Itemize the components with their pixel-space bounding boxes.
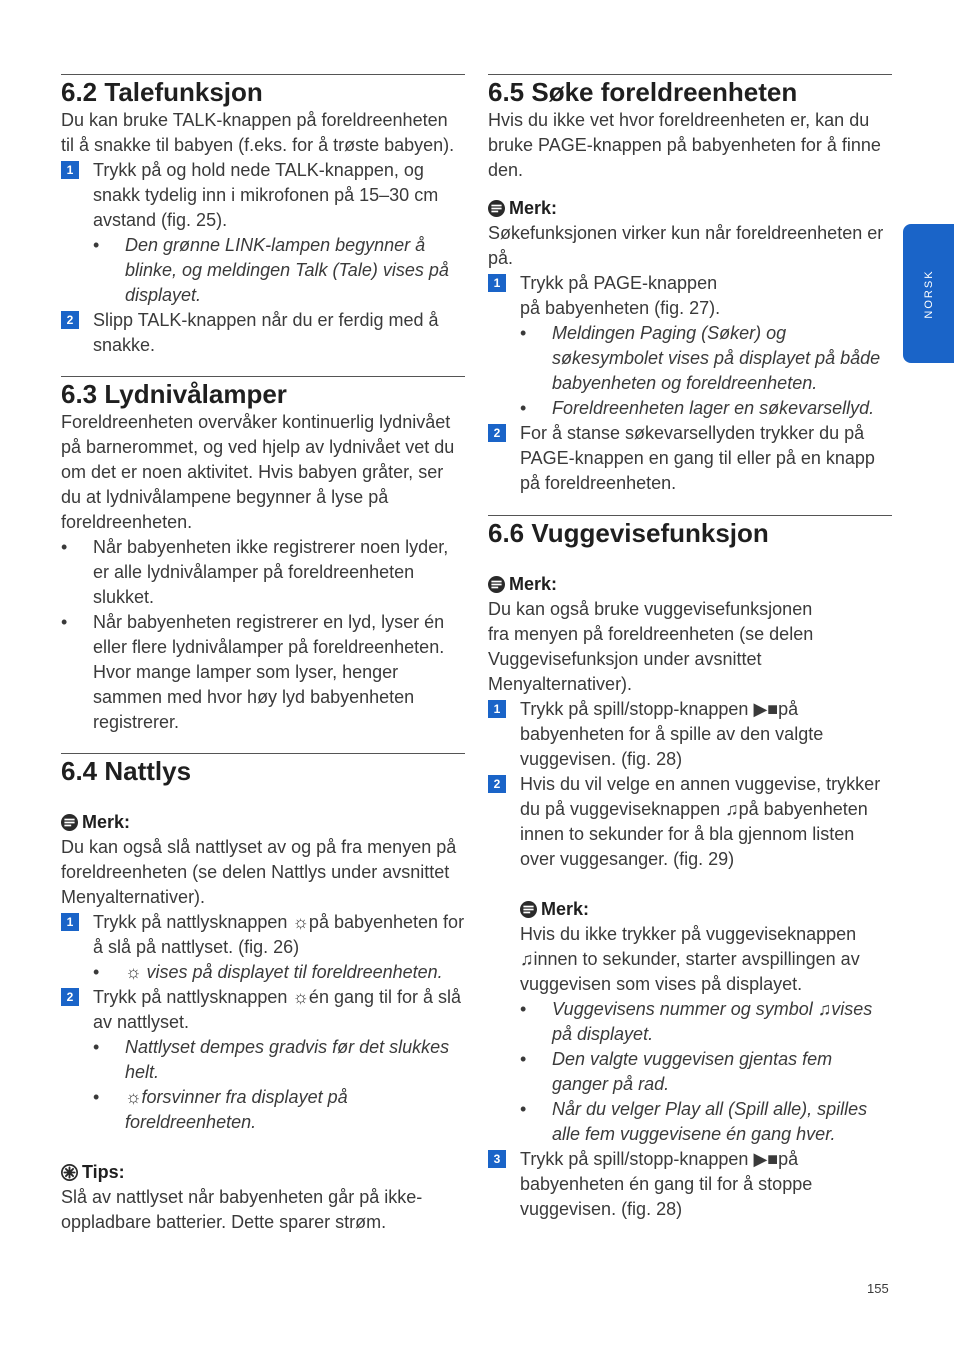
bullet-icon: •: [93, 235, 100, 255]
step-text: Trykk på spill/stopp-knappen ▶■på babyenheten én gang til for å stoppe vuggevisen. (fig. 28): [520, 1149, 813, 1219]
bullet-text: Meldingen Paging (Søker) og søkesymbolet vises på displayet på både babyenheten og foreldreenheten.: [552, 323, 881, 393]
section-intro: Foreldreenheten overvåker kontinuerlig lydnivået på barnerommet, og ved hjelp av lydnivået vet du om det er noen aktivitet. Hvis babyen gråter, ser du at lydnivålampene begynner å lyse på foreldreenheten.: [61, 412, 455, 532]
step-2: [61, 985, 465, 1035]
bullet-text: Vuggevisens nummer og symbol ♫vises på displayet.: [552, 999, 873, 1044]
section-title: 6.4 Nattlys: [61, 756, 192, 786]
step-text: Trykk på nattlysknappen ☼på babyenheten for å slå på nattlyset. (fig. 26): [93, 912, 465, 957]
note-text: Du kan også bruke vuggevisefunksjonen fra menyen på foreldreenheten (se delen Vuggevisefunksjon under avsnittet Menyalternativer).: [488, 599, 814, 694]
section-6-6: [488, 515, 892, 1222]
bullet-text: Foreldreenheten lager en søkevarsellyd.: [552, 398, 875, 418]
bullet-icon: •: [520, 999, 527, 1019]
step-number: 2: [488, 424, 506, 442]
note-text: Du kan også slå nattlyset av og på fra menyen på foreldreenheten (se delen Nattlys under avsnittet Menyalternativer).: [61, 837, 457, 907]
step-1: [61, 158, 465, 233]
bullet-icon: •: [93, 962, 100, 982]
step-1: [61, 910, 465, 960]
step-number: 1: [61, 913, 79, 931]
step-text: Slipp TALK-knappen når du er ferdig med å snakke.: [93, 310, 439, 355]
step-result-bullet: [488, 396, 892, 421]
step-number: 2: [61, 988, 79, 1006]
bullet-icon: •: [520, 1049, 527, 1069]
section-title: 6.6 Vuggevisefunksjon: [488, 518, 769, 548]
section-intro: Hvis du ikke vet hvor foreldreenheten er, kan du bruke PAGE-knappen på babyenheten for å finne den.: [488, 110, 881, 180]
bullet-icon: •: [520, 323, 527, 343]
language-tab-label: NORSK: [922, 268, 935, 319]
step-text: Trykk på PAGE-knappen på babyenheten (fig. 27).: [520, 273, 721, 318]
step-text: Trykk på nattlysknappen ☼én gang til for å slå av nattlyset.: [93, 987, 462, 1032]
step-number: 2: [488, 775, 506, 793]
step-1: [488, 697, 892, 772]
bullet-icon: •: [520, 398, 527, 418]
page-number: 155: [867, 1281, 889, 1296]
step-text: Hvis du vil velge en annen vuggevise, trykker du på vuggeviseknappen ♫på babyenheten innen to sekunder for å bla gjennom listen over vuggesanger. (fig. 29): [520, 774, 881, 869]
section-6-3: [61, 376, 465, 735]
note-text: Hvis du ikke trykker på vuggeviseknappen ♫innen to sekunder, starter avspillingen av vuggevisen som vises på displayet.: [520, 924, 860, 994]
step-number: 2: [61, 311, 79, 329]
step-2: [61, 308, 465, 358]
bullet-text: Nattlyset dempes gradvis før det slukkes helt.: [125, 1037, 450, 1082]
step-result-bullet: [61, 1085, 465, 1135]
right-column: [488, 74, 892, 1222]
tips-icon: [61, 1164, 78, 1181]
section-6-5: [488, 74, 892, 496]
list-item: [61, 610, 465, 735]
bullet-icon: •: [520, 1099, 527, 1119]
section-title: 6.5 Søke foreldreenheten: [488, 77, 798, 107]
bullet-icon: •: [93, 1037, 100, 1057]
section-title: 6.3 Lydnivålamper: [61, 379, 287, 409]
note-bullet: [520, 997, 892, 1047]
section-6-2: [61, 74, 465, 358]
step-text: For å stanse søkevarsellyden trykker du på PAGE-knappen en gang til eller på en knapp på foreldreenheten.: [520, 423, 875, 493]
bullet-text: Når du velger Play all (Spill alle), spilles alle fem vuggevisene én gang hver.: [552, 1099, 868, 1144]
bullet-text: Den valgte vuggevisen gjentas fem ganger på rad.: [552, 1049, 833, 1094]
step-number: 1: [488, 700, 506, 718]
note-bullet: [520, 1047, 892, 1097]
bullet-icon: •: [93, 1087, 100, 1107]
section-6-4: [61, 753, 465, 1235]
section-intro: Du kan bruke TALK-knappen på foreldreenheten til å snakke til babyen (f.eks. for å trøste babyen).: [61, 110, 455, 155]
tips-label: Tips:: [82, 1162, 125, 1182]
note-icon: [488, 200, 505, 217]
list-item: [61, 535, 465, 610]
note-icon: [488, 576, 505, 593]
step-text: Trykk på spill/stopp-knappen ▶■på babyenheten for å spille av den valgte vuggevisen. (fig. 28): [520, 699, 824, 769]
nested-note: [488, 897, 892, 1147]
left-column: [61, 74, 465, 1235]
bullet-icon: •: [61, 612, 68, 632]
step-result-bullet: [61, 233, 465, 308]
bullet-text: Når babyenheten ikke registrerer noen lyder, er alle lydnivålamper på foreldreenheten slukket.: [93, 537, 449, 607]
step-number: 1: [61, 161, 79, 179]
note-heading: [520, 897, 892, 922]
step-result-bullet: [61, 960, 465, 985]
bullet-text: Den grønne LINK-lampen begynner å blinke, og meldingen Talk (Tale) vises på displayet.: [125, 235, 449, 305]
step-3: [488, 1147, 892, 1222]
bullet-text: ☼forsvinner fra displayet på foreldreenheten.: [125, 1087, 348, 1132]
note-heading: [488, 572, 892, 597]
bullet-icon: •: [61, 537, 68, 557]
bullet-text: ☼ vises på displayet til foreldreenheten.: [125, 962, 443, 982]
note-label: Merk:: [541, 899, 590, 919]
tips-heading: [61, 1160, 465, 1185]
note-icon: [61, 814, 78, 831]
language-tab: [903, 224, 954, 363]
note-label: Merk:: [82, 812, 131, 832]
tips-text: Slå av nattlyset når babyenheten går på ikke-oppladbare batterier. Dette sparer strøm.: [61, 1187, 423, 1232]
note-heading: [488, 196, 892, 221]
note-label: Merk:: [509, 198, 558, 218]
note-text: Søkefunksjonen virker kun når foreldreenheten er på.: [488, 223, 884, 268]
step-number: 3: [488, 1150, 506, 1168]
section-title: 6.2 Talefunksjon: [61, 77, 263, 107]
step-2: [488, 421, 892, 496]
step-result-bullet: [488, 321, 892, 396]
note-heading: [61, 810, 465, 835]
note-icon: [520, 901, 537, 918]
note-label: Merk:: [509, 574, 558, 594]
step-2: [488, 772, 892, 872]
step-number: 1: [488, 274, 506, 292]
step-1: [488, 271, 892, 321]
bullet-text: Når babyenheten registrerer en lyd, lyser én eller flere lydnivålamper på foreldreenheten. Hvor mange lamper som lyser, henger sammen med hvor høy lyd babyenheten registrerer.: [93, 612, 445, 732]
step-result-bullet: [61, 1035, 465, 1085]
note-bullet: [520, 1097, 892, 1147]
step-text: Trykk på og hold nede TALK-knappen, og snakk tydelig inn i mikrofonen på 15–30 cm avstand (fig. 25).: [93, 160, 439, 230]
